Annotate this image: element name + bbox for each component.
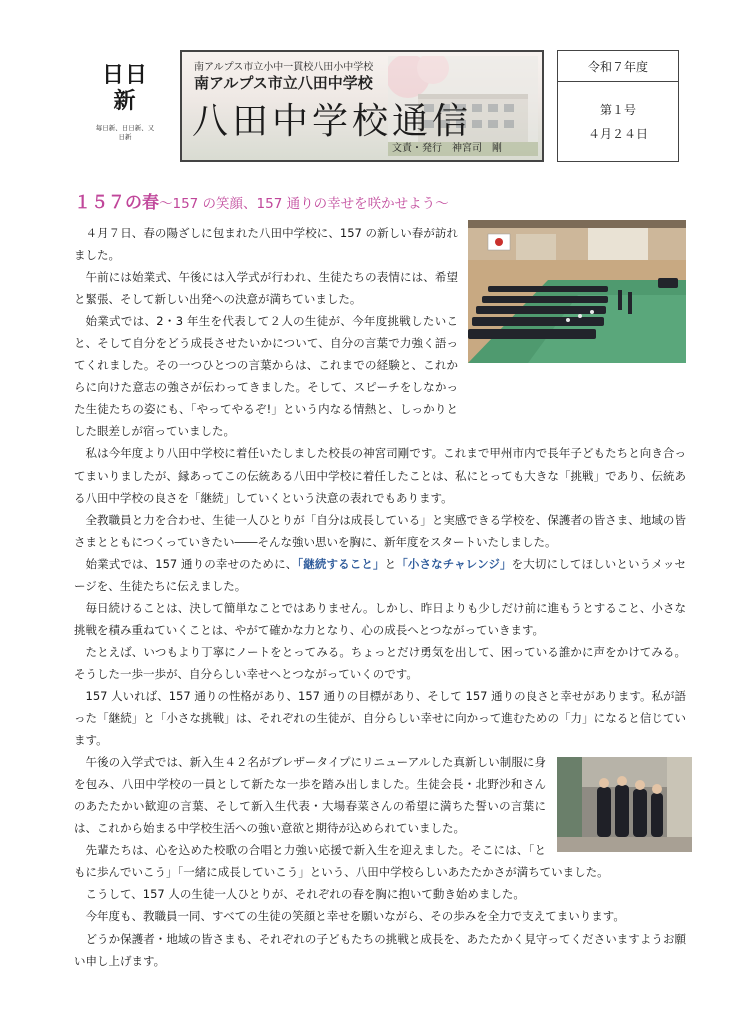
issue-divider [558,81,678,82]
motto-subtitle: 毎日新、日日新、又日新 [95,124,155,141]
paragraph: 157 人いれば、157 通りの性格があり、157 通りの目標があり、そして 157 通りの良さと幸せがあります。私が語った「継続」と「小さな挑戦」は、それぞれの生徒が、自分らしい幸せに向かって進むための「力」になると信じています。 [74,688,686,748]
paragraph: こうして、157 人の生徒一人ひとりが、それぞれの春を胸に抱いて動き始めました。 [85,887,525,902]
highlight-continue: 「継続すること」 [297,556,385,571]
issue-info-box [557,50,679,162]
paragraph: 私は今年度より八田中学校に着任いたしました校長の神宮司剛です。これまで甲州市内で長年子どもたちと向き合ってまいりましたが、縁あってこの伝統ある八田中学校に着任したことは、私にとっても大きな「挑戦」であり、伝統ある八田中学校の良さを「継続」していくという決意の表れでもあります。 [74,446,686,505]
paragraph: 毎日続けることは、決して簡単なことではありません。しかし、昨日よりも少しだけ前に進もうとすること、小さな挑戦を積み重ねていくことは、やがて確かな力となり、心の成長へとつながっていきます。 [74,600,686,637]
motto-title: 日日新 [101,62,148,114]
text-span: を大切にしてほしいというメッセージを、生徒たちに伝えました。 [74,556,687,593]
newsletter-masthead [180,50,544,162]
paragraph: 全教職員と力を合わせ、生徒一人ひとりが「自分は成長している」と実感できる学校を、保護者の皆さま、地域の皆さまとともにつくっていきたい――そんな強い思いを胸に、新年度をスタートいたしました。 [74,512,686,549]
paragraph: どうか保護者・地域の皆さまも、それぞれの子どもたちの挑戦と成長を、あたたかく見守ってくださいますようお願い申し上げます。 [74,931,686,968]
masthead-affiliation: 南アルプス市立小中一貫校八田小中学校 [194,62,374,73]
issue-number: 第１号 [599,103,636,117]
headline-subtitle: ～157 の笑顔、157 通りの幸せを咲かせよう～ [159,196,449,212]
paragraph: 始業式では、2・3 年生を代表して２人の生徒が、今年度挑戦したいこと、そして自分をどう成長させたいかについて、自分の言葉で力強く語ってくれました。その一つひとつの言葉からは、これまでの経験と、これからに向けた意志の強さが伝わってきました。そして、スピーチをしなかった生徒たちの姿にも、「やってやるぞ!」という内なる情熱と、しっかりとした眼差しが宿っていました。 [74,314,458,439]
masthead-editor: 文責・発行 神宮司 剛 [392,143,502,154]
text-span: 始業式では、157 通りの幸せのために、 [85,556,298,571]
issue-date: ４月２４日 [587,127,648,141]
article-headline [74,188,449,213]
paragraph: 先輩たちは、心を込めた校歌の合唱と力強い応援で新入生を迎えました。そこには、「ともに歩んでいこう」「一緒に成長していこう」という、八田中学校らしいあたたかさが満ちていました。 [74,843,609,880]
paragraph: たとえば、いつもより丁寧にノートをとってみる。ちょっとだけ勇気を出して、困っている誰かに声をかけてみる。そうした一歩一歩が、自分らしい幸せへとつながっていくのです。 [74,644,686,681]
school-motto [95,62,155,142]
paragraph [74,553,686,597]
fiscal-year: 令和７年度 [587,60,648,74]
paragraph: 午前には始業式、午後には入学式が行われ、生徒たちの表情には、希望と緊張、そして新しい出発への決意が満ちていました。 [74,270,458,307]
text-span: と [384,556,397,571]
photo-space [458,222,686,412]
newsletter-title: 八田中学校通信 [192,101,473,142]
paragraph: 午後の入学式では、新入生４２名がブレザータイプにリニューアルした真新しい制服に身を包み、八田中学校の一員として新たな一歩を踏み出しました。生徒会長・北野沙和さんのあたたかい歓迎の言葉、そして新入生代表・大場春菜さんの希望に満ちた誓いの言葉には、これから始まる中学校生活への強い意欲と期待が込められていました。 [74,755,546,836]
photo-space [546,747,686,857]
headline-main: １５７の春 [74,193,159,213]
article-body [74,222,686,972]
paragraph: 今年度も、教職員一同、すべての生徒の笑顔と幸せを願いながら、その歩みを全力で支えてまいります。 [85,909,625,924]
paragraph: ４月７日、春の陽ざしに包まれた八田中学校に、157 の新しい春が訪れました。 [74,226,458,263]
masthead-school-name: 南アルプス市立八田中学校 [194,74,373,92]
highlight-small-challenge: 「小さなチャレンジ」 [396,556,512,571]
